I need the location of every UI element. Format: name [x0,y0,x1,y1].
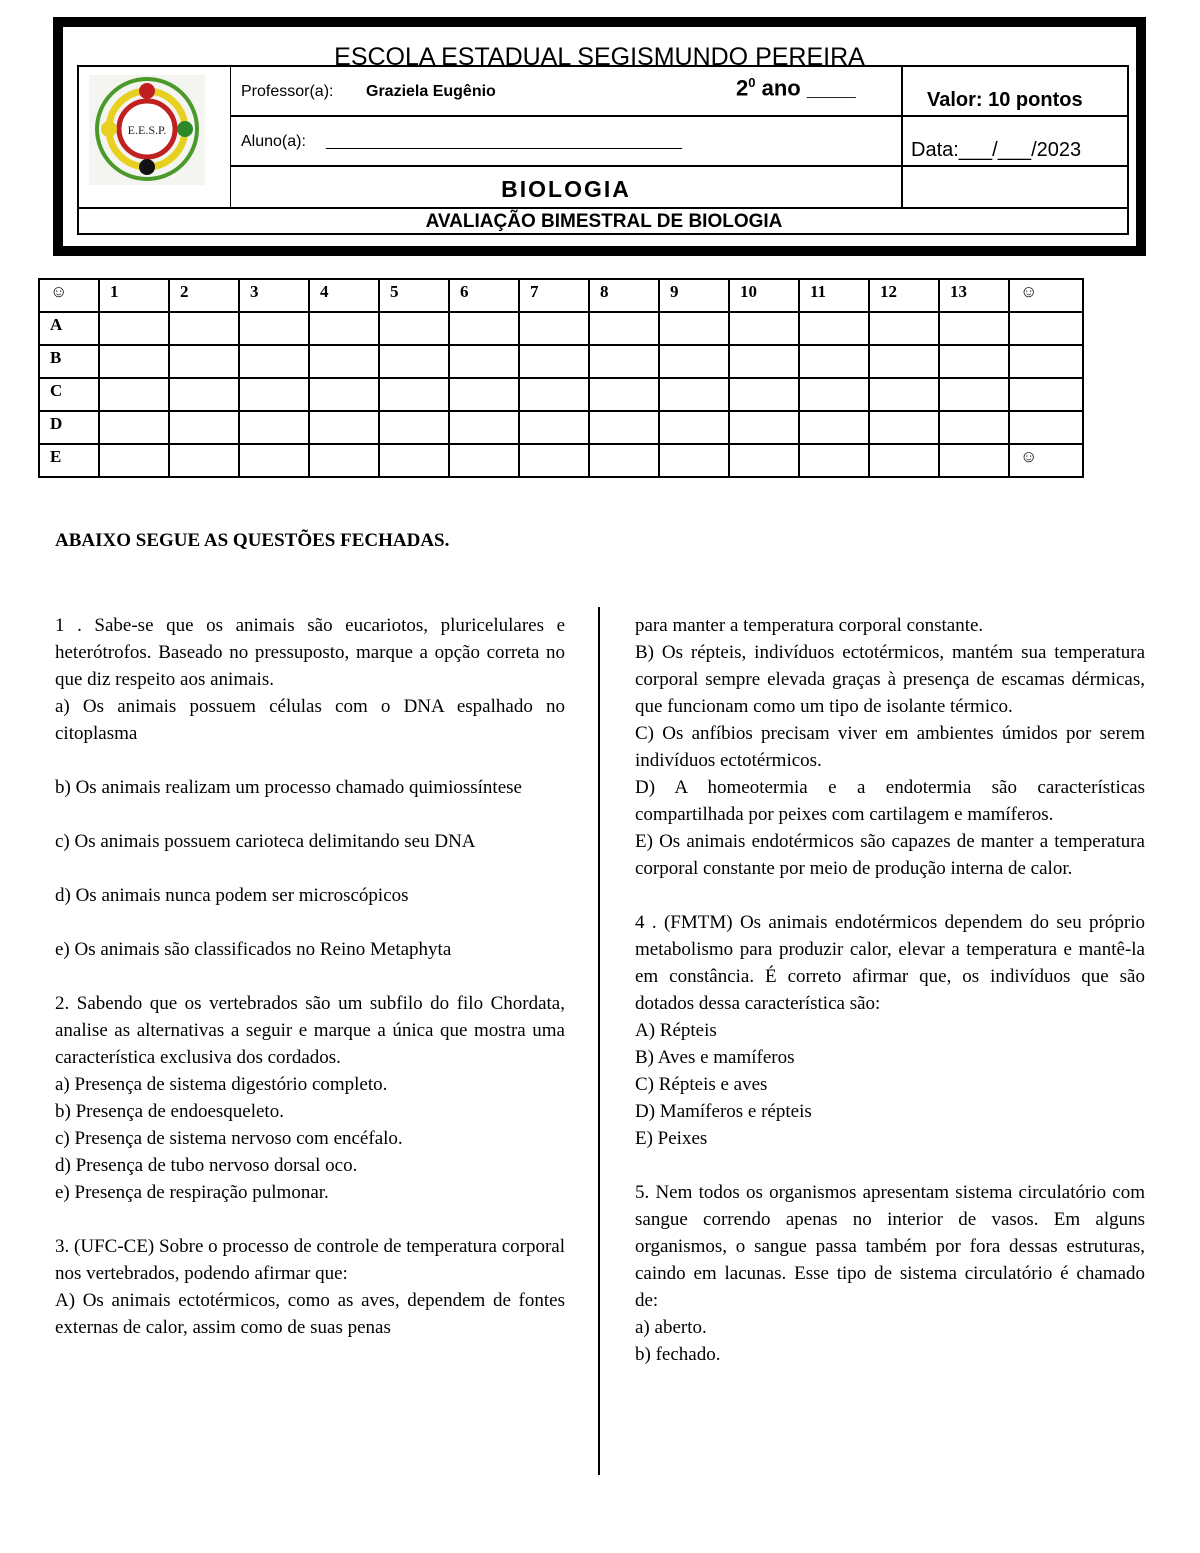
question-text: 4 . (FMTM) Os animais endotérmicos dependem do seu próprio metabolismo para produzir calor, elevar a temperatura e mantê-la em constância. É correto afirmar que, os indivíduos que são dotados dessa característica são: [635,912,1145,1014]
question-text: d) Presença de tubo nervoso dorsal oco. [55,1155,358,1176]
date-field[interactable]: Data:___/___/2023 [911,139,1082,161]
question-text: 5. Nem todos os organismos apresentam sistema circulatório com sangue correndo apenas no interior de vasos. Em alguns organismos, o sangue passa também por fora dessas estruturas, caindo em lacunas. Esse tipo de sistema circulatório é chamado de: [635,1182,1145,1311]
answer-cell[interactable] [729,345,799,378]
answer-cell[interactable] [869,312,939,345]
section-heading: ABAIXO SEGUE AS QUESTÕES FECHADAS. [55,530,450,551]
question-text: A) Répteis [635,1020,717,1041]
school-logo [79,67,231,207]
grid-row [39,444,1083,477]
answer-cell[interactable] [659,345,729,378]
answer-cell[interactable] [239,312,309,345]
answer-cell[interactable] [589,378,659,411]
grid-column-header: 9 [659,279,729,312]
grid-column-header: 12 [869,279,939,312]
answer-cell[interactable] [869,378,939,411]
answer-cell[interactable] [449,312,519,345]
answer-cell[interactable] [99,345,169,378]
answer-cell[interactable] [379,378,449,411]
answer-cell[interactable] [799,345,869,378]
answer-cell[interactable] [729,411,799,444]
answer-cell[interactable] [169,345,239,378]
question-text: B) Os répteis, indivíduos ectotérmicos, mantém sua temperatura corporal sempre elevada graças à presença de escamas dérmicas, que funcionam como um tipo de isolante térmico. [635,642,1145,717]
question-text: D) A homeotermia e a endotermia são características compartilhada por peixes com cartilagem e mamíferos. [635,777,1145,825]
grid-end-cell [1009,312,1083,345]
question-text: 1 . Sabe-se que os animais são eucariotos, pluricelulares e heterótrofos. Baseado no pressuposto, marque a opção correta no que diz respeito aos animais. [55,615,565,690]
grid-end-cell [1009,345,1083,378]
empty-cell [901,167,1129,207]
answer-cell[interactable] [309,378,379,411]
question-text: e) Presença de respiração pulmonar. [55,1182,329,1203]
answer-cell[interactable] [589,444,659,477]
grid-end-cell [1009,411,1083,444]
answer-cell[interactable] [169,411,239,444]
grid-column-header: 3 [239,279,309,312]
grid-column-header: 2 [169,279,239,312]
answer-cell[interactable] [239,378,309,411]
answer-cell[interactable] [659,444,729,477]
answer-cell[interactable] [939,444,1009,477]
professor-name: Graziela Eugênio [366,83,496,100]
answer-cell[interactable] [449,378,519,411]
answer-cell[interactable] [659,411,729,444]
value-label: Valor: 10 pontos [927,89,1083,111]
answer-cell[interactable] [309,312,379,345]
grade-blank[interactable]: ano ____ [755,75,856,101]
left-column [55,612,565,1341]
answer-cell[interactable] [309,345,379,378]
grid-row-label: E [39,444,99,477]
answer-cell[interactable] [869,345,939,378]
grid-column-header: 11 [799,279,869,312]
answer-cell[interactable] [169,378,239,411]
answer-cell[interactable] [99,444,169,477]
answer-cell[interactable] [449,411,519,444]
question-text: c) Presença de sistema nervoso com encéfalo. [55,1128,403,1149]
question-text: C) Répteis e aves [635,1074,768,1095]
answer-cell[interactable] [799,378,869,411]
header-frame [53,17,1146,256]
answer-cell[interactable] [99,411,169,444]
question-text: para manter a temperatura corporal constante. [635,615,984,636]
grade-sup: 0 [748,75,756,90]
grid-column-header: 6 [449,279,519,312]
question-text: E) Os animais endotérmicos são capazes de manter a temperatura corporal constante por meio de produção interna de calor. [635,831,1145,879]
question-text: E) Peixes [635,1128,708,1149]
student-row [231,117,901,167]
answer-cell[interactable] [939,345,1009,378]
answer-cell[interactable] [799,411,869,444]
question-text: C) Os anfíbios precisam viver em ambientes úmidos por serem indivíduos ectotérmicos. [635,723,1145,771]
question-text: a) Os animais possuem células com o DNA espalhado no citoplasma [55,696,565,744]
answer-cell[interactable] [169,312,239,345]
date-cell [901,117,1129,167]
right-column [635,612,1145,1368]
header-table [77,65,1129,235]
student-name-field[interactable]: ________________________________________ [326,133,682,150]
question-text: 2. Sabendo que os vertebrados são um subfilo do filo Chordata, analise as alternativas a seguir e marque a única que mostra uma característica exclusiva dos cordados. [55,993,565,1068]
answer-cell[interactable] [799,444,869,477]
column-divider [598,607,600,1475]
answer-cell[interactable] [309,444,379,477]
answer-cell[interactable] [869,444,939,477]
answer-cell[interactable] [239,444,309,477]
question-text: D) Mamíferos e répteis [635,1101,812,1122]
answer-cell[interactable] [939,312,1009,345]
grid-row [39,411,1083,444]
answer-cell[interactable] [449,444,519,477]
grid-row-label: D [39,411,99,444]
svg-text:E.E.S.P.: E.E.S.P. [127,123,167,137]
question-text: b) Presença de endoesqueleto. [55,1101,284,1122]
grid-row-label: C [39,378,99,411]
answer-cell[interactable] [379,444,449,477]
question-text: b) fechado. [635,1344,721,1365]
value-cell [901,67,1129,117]
answer-cell[interactable] [729,444,799,477]
question-text: 3. (UFC-CE) Sobre o processo de controle de temperatura corporal nos vertebrados, podendo afirmar que: [55,1236,565,1284]
answer-cell[interactable] [379,411,449,444]
answer-cell[interactable] [309,411,379,444]
student-label: Aluno(a): [241,133,306,150]
answer-cell[interactable] [519,312,589,345]
grid-column-header: 7 [519,279,589,312]
grid-column-header: 8 [589,279,659,312]
grid-column-header: 4 [309,279,379,312]
grid-row [39,345,1083,378]
answer-cell[interactable] [589,345,659,378]
professor-row [231,67,901,117]
answer-cell[interactable] [659,378,729,411]
question-text: a) Presença de sistema digestório completo. [55,1074,388,1095]
answer-cell[interactable] [519,411,589,444]
answer-cell[interactable] [239,411,309,444]
question-text: c) Os animais possuem carioteca delimitando seu DNA [55,831,476,852]
exam-title: AVALIAÇÃO BIMESTRAL DE BIOLOGIA [79,207,1129,235]
answer-cell[interactable] [939,411,1009,444]
answer-cell[interactable] [589,411,659,444]
answer-cell[interactable] [519,378,589,411]
answer-cell[interactable] [589,312,659,345]
grid-row-label: A [39,312,99,345]
question-text: A) Os animais ectotérmicos, como as aves, dependem de fontes externas de calor, assim como de suas penas [55,1290,565,1338]
answer-cell[interactable] [99,378,169,411]
grade-number: 2 [736,75,749,101]
question-text: B) Aves e mamíferos [635,1047,795,1068]
grid-column-header: 5 [379,279,449,312]
answer-cell[interactable] [519,444,589,477]
grid-row [39,378,1083,411]
answer-cell[interactable] [869,411,939,444]
question-text: b) Os animais realizam um processo chamado quimiossíntese [55,777,522,798]
grid-row-label: B [39,345,99,378]
grid-header-row [39,279,1083,312]
answer-cell[interactable] [379,345,449,378]
grid-end-cell [1009,378,1083,411]
grade [736,75,856,101]
answer-cell[interactable] [169,444,239,477]
answer-cell[interactable] [799,312,869,345]
professor-label: Professor(a): [241,83,334,100]
question-text: d) Os animais nunca podem ser microscópicos [55,885,409,906]
answer-cell[interactable] [729,378,799,411]
grid-row [39,312,1083,345]
grid-column-header: 10 [729,279,799,312]
question-text: e) Os animais são classificados no Reino Metaphyta [55,939,452,960]
answer-cell[interactable] [659,312,729,345]
subject: BIOLOGIA [501,176,631,202]
answer-cell[interactable] [519,345,589,378]
answer-cell[interactable] [939,378,1009,411]
smiley-icon: ☺ [1009,444,1083,477]
answer-cell[interactable] [99,312,169,345]
question-text: a) aberto. [635,1317,707,1338]
answer-cell[interactable] [379,312,449,345]
answer-grid [38,278,1084,478]
answer-cell[interactable] [449,345,519,378]
grid-column-header: 13 [939,279,1009,312]
answer-cell[interactable] [239,345,309,378]
smiley-icon: ☺ [1009,279,1083,312]
smiley-icon: ☺ [39,279,99,312]
school-name: ESCOLA ESTADUAL SEGISMUNDO PEREIRA [334,43,865,71]
answer-cell[interactable] [729,312,799,345]
grid-column-header: 1 [99,279,169,312]
